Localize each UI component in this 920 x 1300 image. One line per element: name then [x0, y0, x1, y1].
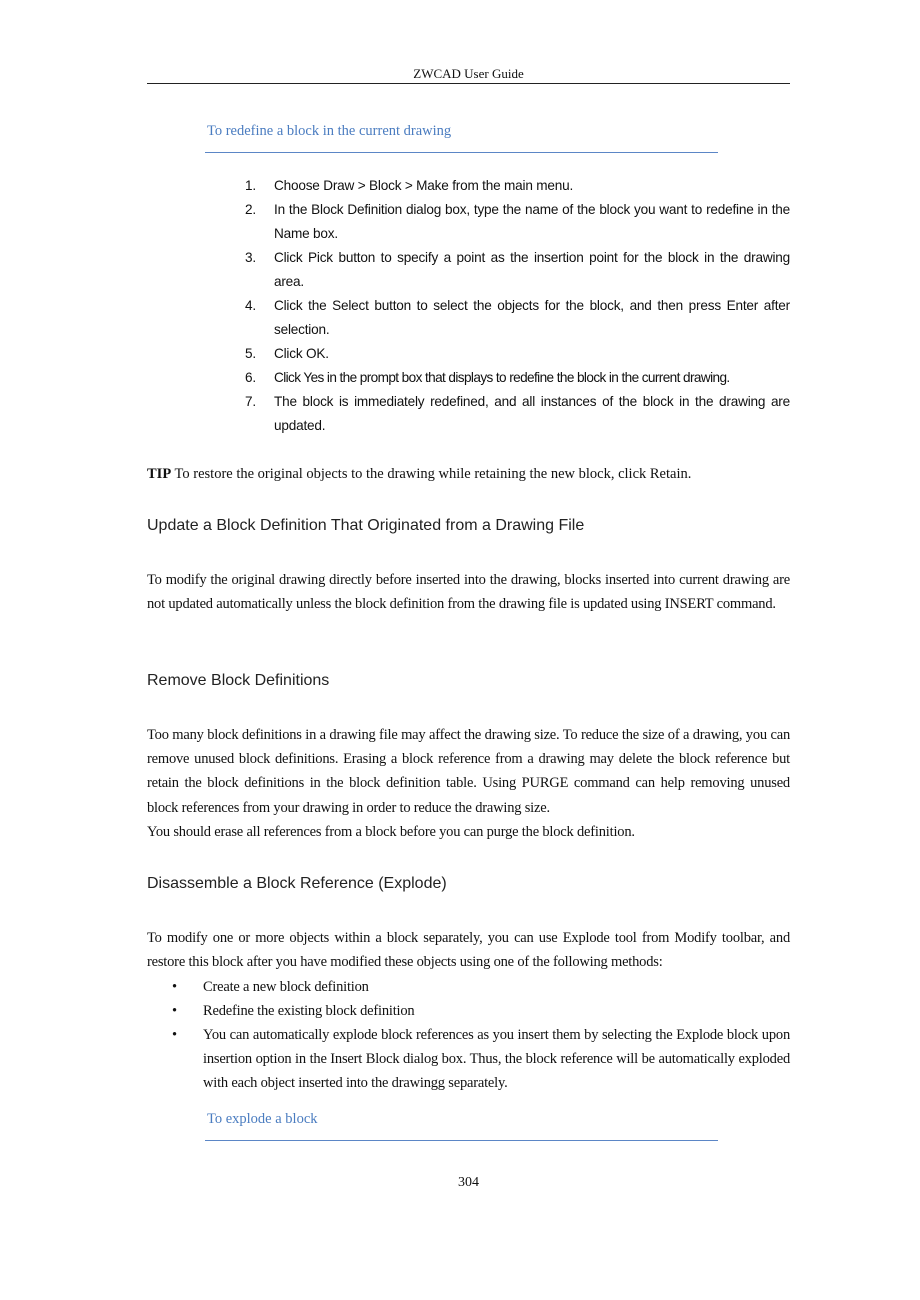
- list-item: [240, 174, 790, 198]
- bullet-icon: •: [172, 979, 177, 995]
- paragraph: To modify the original drawing directly before inserted into the drawing, blocks inserted into current drawing are not updated automatically unless the block definition from the drawing file is updated using INSERT command.: [147, 572, 790, 613]
- tip-text: To restore the original objects to the drawing while retaining the new block, click Retain.: [174, 466, 692, 482]
- procedure-title: To explode a block: [207, 1111, 318, 1127]
- step-number: 1.: [245, 178, 256, 193]
- bullet-icon: •: [172, 1003, 177, 1019]
- list-item: [170, 975, 790, 999]
- bullet-icon: •: [172, 1027, 177, 1043]
- list-item: [240, 366, 790, 390]
- step-number: 7.: [245, 394, 256, 409]
- procedure-title: To redefine a block in the current drawing: [207, 123, 452, 139]
- list-item: [240, 342, 790, 366]
- list-item: [170, 999, 790, 1023]
- tip-label: TIP: [147, 466, 172, 482]
- bullet-list: [170, 975, 790, 1095]
- paragraph: To modify one or more objects within a block separately, you can use Explode tool from Modify toolbar, and restore this block after you have modified these objects using one of the following methods:: [147, 930, 790, 971]
- step-number: 4.: [245, 298, 256, 313]
- list-item: [240, 390, 790, 438]
- bullet-text: Redefine the existing block definition: [203, 1003, 415, 1019]
- tip-note: [147, 466, 691, 483]
- step-number: 6.: [245, 370, 256, 385]
- list-item: [240, 198, 790, 246]
- page-header: ZWCAD User Guide: [413, 66, 524, 81]
- bullet-text: You can automatically explode block references as you insert them by selecting the Explode block upon insertion option in the Insert Block dialog box. Thus, the block reference will be automatically exploded with each object inserted into the drawingg separately.: [203, 1027, 790, 1091]
- list-item: [240, 246, 790, 294]
- list-item: [240, 294, 790, 342]
- step-text: In the Block Definition dialog box, type the name of the block you want to redefine in the Name box.: [274, 202, 790, 241]
- procedure-rule: [205, 152, 718, 153]
- step-number: 3.: [245, 250, 256, 265]
- step-text: Click the Select button to select the objects for the block, and then press Enter after selection.: [274, 298, 790, 337]
- section-heading: Disassemble a Block Reference (Explode): [147, 875, 447, 892]
- procedure-rule: [205, 1140, 718, 1141]
- steps-list: [240, 174, 790, 438]
- step-text: Click Pick button to specify a point as the insertion point for the block in the drawing area.: [274, 250, 790, 289]
- step-number: 2.: [245, 202, 256, 217]
- section-heading: Remove Block Definitions: [147, 672, 330, 689]
- step-text: Choose Draw > Block > Make from the main menu.: [274, 178, 574, 193]
- paragraph: Too many block definitions in a drawing file may affect the drawing size. To reduce the size of a drawing, you can remove unused block definitions. Erasing a block reference from a drawing may delete the block reference but retain the block definitions in the block definition table. Using PURGE command can help removing unused block references from your drawing in order to reduce the drawing size.: [147, 727, 790, 816]
- step-number: 5.: [245, 346, 256, 361]
- paragraph: You should erase all references from a block before you can purge the block definition.: [147, 824, 635, 840]
- page-number: 304: [458, 1175, 479, 1190]
- section-heading: Update a Block Definition That Originated from a Drawing File: [147, 517, 585, 534]
- step-text: Click Yes in the prompt box that displays to redefine the block in the current drawing.: [274, 370, 730, 385]
- list-item: [170, 1023, 790, 1095]
- bullet-text: Create a new block definition: [203, 979, 369, 995]
- header-rule: [147, 83, 790, 84]
- step-text: The block is immediately redefined, and all instances of the block in the drawing are updated.: [274, 394, 790, 433]
- step-text: Click OK.: [274, 346, 329, 361]
